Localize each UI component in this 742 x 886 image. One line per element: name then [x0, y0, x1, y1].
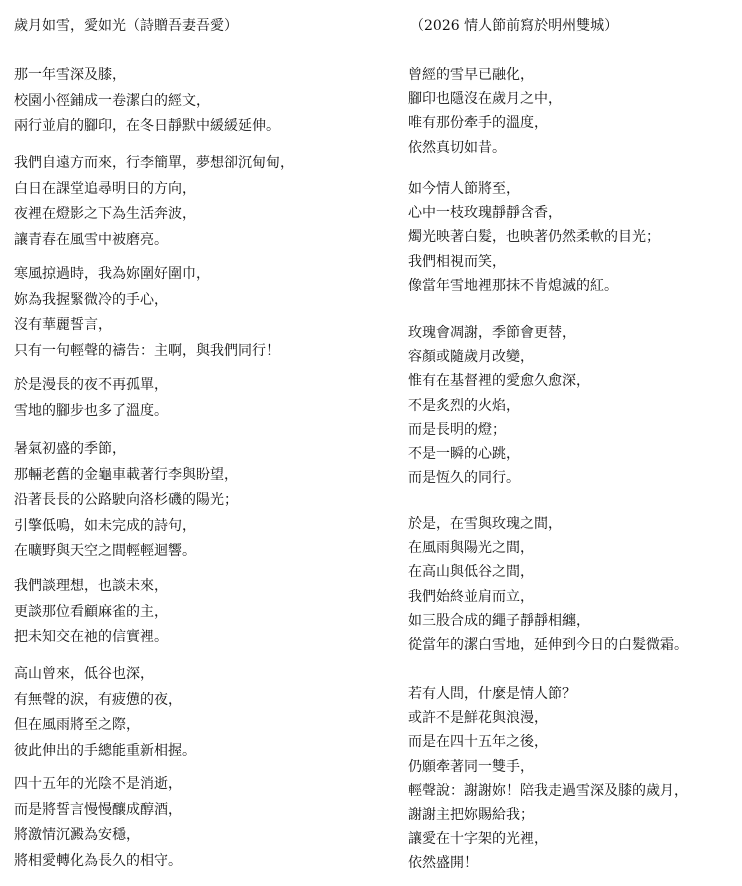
poem-line: 在高山與低谷之間，	[408, 564, 534, 581]
poem-line: 我們始終並肩而立，	[408, 588, 534, 605]
poem-line: 沿著長長的公路駛向洛杉磯的陽光；	[14, 492, 238, 508]
poem-line: 依然盛開！	[408, 855, 478, 872]
poem-line: 引擎低鳴，如未完成的詩句，	[14, 517, 196, 534]
poem-line: 腳印也隱沒在歲月之中，	[408, 91, 562, 108]
poem-line: 但在風雨將至之際，	[14, 717, 140, 733]
poem-line: 更談那位看顧麻雀的主，	[14, 603, 168, 620]
poem-line: 燭光映著白髮，也映著仍然柔軟的目光；	[408, 229, 660, 246]
poem-line: 從當年的潔白雪地，延伸到今日的白髮微霜。	[408, 637, 688, 653]
poem-line: 依然真切如昔。	[408, 139, 506, 156]
poem-title: 歲月如雪，愛如光（詩贈吾妻吾愛）	[14, 18, 238, 34]
poem-line: 而是在四十五年之後，	[408, 734, 548, 751]
poem-line: 謝謝主把妳賜給我；	[408, 807, 534, 823]
poem-line: 於是，在雪與玫瑰之間，	[408, 516, 562, 532]
poem-line: 讓青春在風雪中被磨亮。	[14, 231, 168, 248]
poem-line: 心中一枝玫瑰靜靜含香，	[408, 205, 562, 222]
poem-line: 校園小徑鋪成一卷潔白的經文，	[14, 92, 210, 109]
poem-line: 像當年雪地裡那抹不肯熄滅的紅。	[408, 277, 618, 294]
poem-line: 我們相視而笑，	[408, 253, 506, 270]
poem-line: 將相愛轉化為長久的相守。	[14, 852, 182, 869]
poem-line: 容顏或隨歲月改變，	[408, 349, 534, 366]
poem-line: 唯有那份牽手的溫度，	[408, 115, 548, 132]
poem-line: 沒有華麗誓言，	[14, 317, 112, 333]
poem-line: 高山曾來，低谷也深，	[14, 666, 154, 682]
poem-line: 若有人問，什麼是情人節？	[408, 686, 576, 702]
poem-line: 曾經的雪早已融化，	[408, 67, 534, 83]
poem-line: 玫瑰會凋謝，季節會更替，	[408, 325, 576, 341]
poem-line: 如今情人節將至，	[408, 181, 520, 197]
poem-line: 有無聲的淚，有疲憊的夜，	[14, 691, 182, 708]
poem-line: 我們談理想，也談未來，	[14, 578, 168, 594]
poem-line: 把未知交在祂的信實裡。	[14, 629, 168, 645]
poem-line: 只有一句輕聲的禱告：主啊，與我們同行！	[14, 342, 280, 359]
poem-line: 而是恆久的同行。	[408, 470, 520, 487]
poem-line: 寒風掠過時，我為妳圍好圍巾，	[14, 266, 210, 282]
poem-line: 於是漫長的夜不再孤單，	[14, 377, 168, 393]
poem-line: 雪地的腳步也多了溫度。	[14, 402, 168, 419]
poem-line: 讓愛在十字架的光裡，	[408, 831, 548, 848]
poem-line: 白日在課堂追尋明日的方向，	[14, 180, 196, 197]
poem-line: 將激情沉澱為安穩，	[14, 827, 140, 843]
poem-line: 兩行並肩的腳印，在冬日靜默中緩緩延伸。	[14, 118, 280, 134]
poem-line: 不是炙烈的火焰，	[408, 397, 520, 414]
poem-line: 四十五年的光陰不是消逝，	[14, 776, 182, 792]
poem-line: 而是長明的燈；	[408, 421, 506, 438]
poem-line: 那一年雪深及膝，	[14, 67, 126, 83]
poem-line: 那輛老舊的金龜車載著行李與盼望，	[14, 466, 238, 483]
poem-line: 彼此伸出的手總能重新相握。	[14, 742, 196, 759]
poem-line: 在風雨與陽光之間，	[408, 540, 534, 557]
poem-line: 在曠野與天空之間輕輕迴響。	[14, 543, 196, 559]
poem-line: 輕聲說：謝謝妳！陪我走過雪深及膝的歲月，	[408, 782, 688, 799]
poem-line: 我們自遠方而來，行李簡單，夢想卻沉甸甸，	[14, 155, 294, 171]
poem-line: 暑氣初盛的季節，	[14, 441, 126, 457]
poem-line: 如三股合成的繩子靜靜相纏，	[408, 612, 590, 629]
poem-line: 惟有在基督裡的愛愈久愈深，	[408, 373, 590, 390]
poem-dateline: （2026 情人節前寫於明州雙城）	[410, 18, 619, 34]
poem-line: 不是一瞬的心跳，	[408, 446, 520, 462]
poem-line: 而是將誓言慢慢釀成醇酒，	[14, 801, 182, 818]
poem-line: 或許不是鮮花與浪漫，	[408, 710, 548, 727]
poem-line: 夜裡在燈影之下為生活奔波，	[14, 206, 196, 222]
poem-line: 仍願牽著同一雙手，	[408, 758, 534, 775]
poem-line: 妳為我握緊微冷的手心，	[14, 291, 168, 308]
